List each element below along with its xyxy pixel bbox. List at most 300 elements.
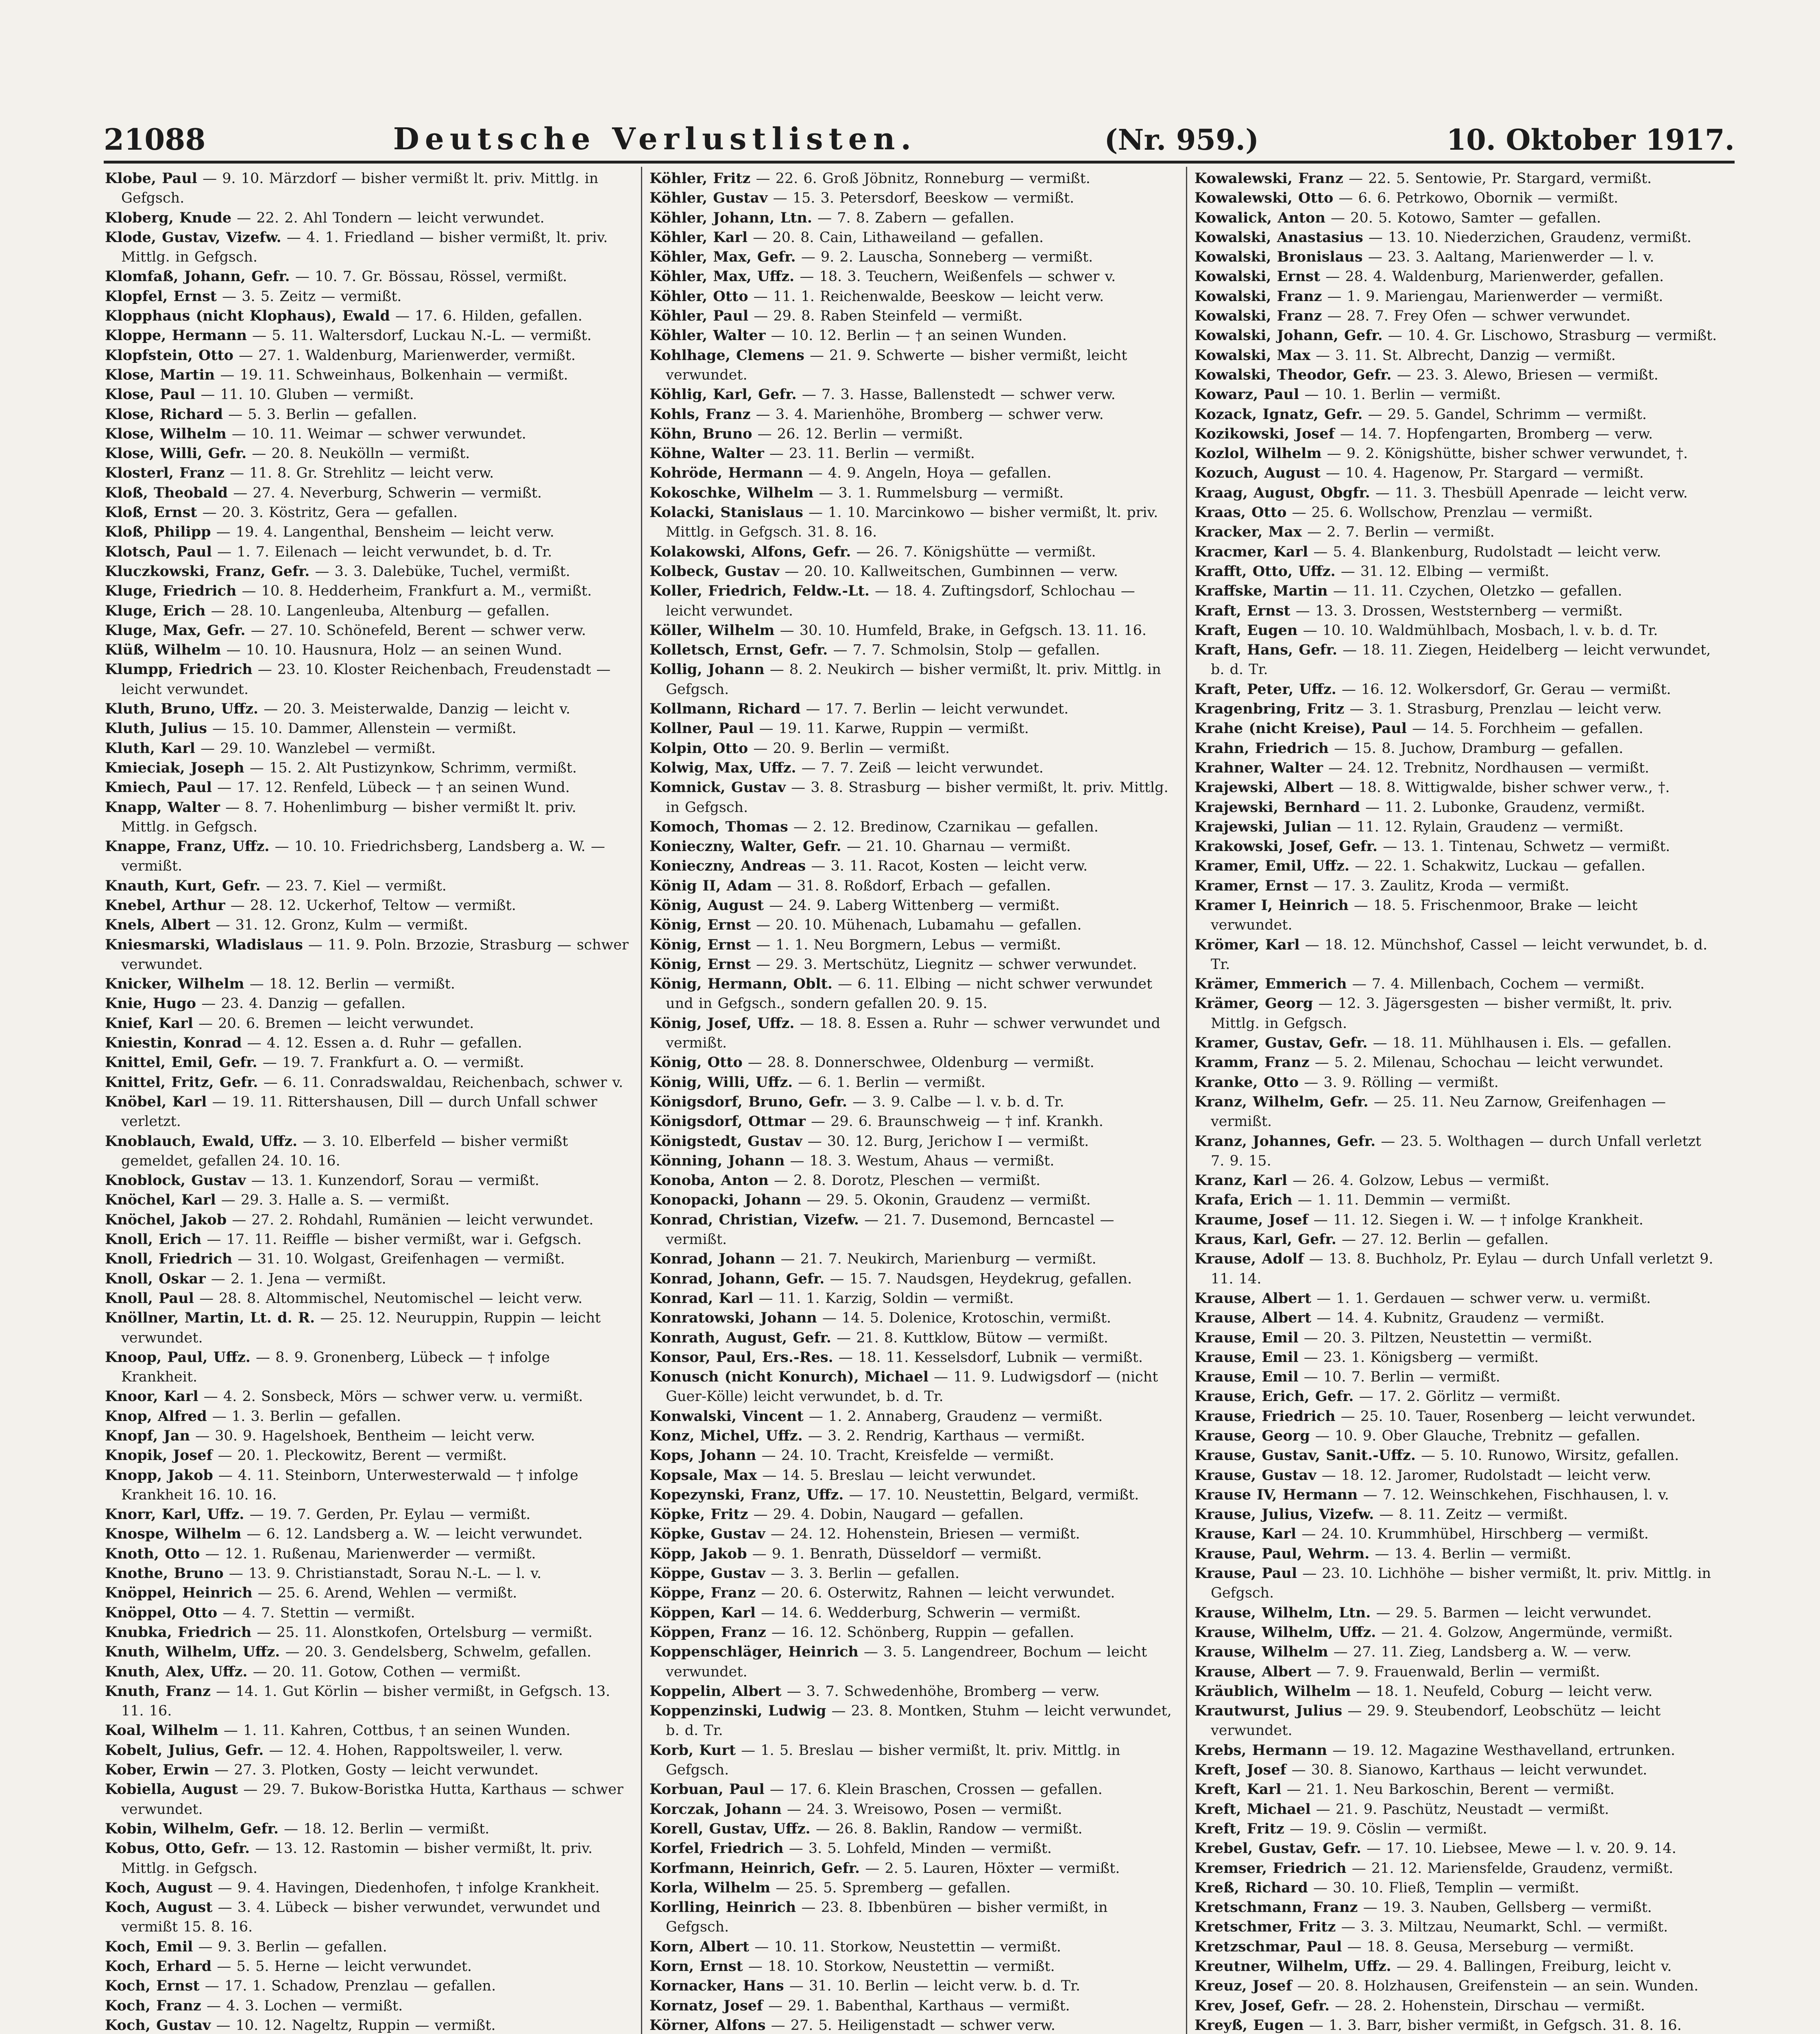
casualty-entry	[1194, 1308, 1719, 1328]
casualty-details: — 27. 3. Plotken, Gosty — leicht verwundet.	[214, 1762, 539, 1779]
casualty-details: — 23. 8. Ibbenbüren — bisher vermißt, in Gefgsch.	[666, 1899, 1108, 1936]
casualty-details: — 8. 11. Zeitz — vermißt.	[1379, 1506, 1568, 1523]
casualty-details: — 9. 4. Havingen, Diedenhofen, † infolge Krankheit.	[218, 1879, 600, 1896]
casualty-name: Knie, Hugo	[105, 995, 196, 1012]
casualty-entry	[650, 1073, 1174, 1092]
casualty-details: — 23. 8. Montken, Stuhm — leicht verwundet, b. d. Tr.	[666, 1703, 1172, 1739]
casualty-name: Krause, Albert	[1194, 1663, 1312, 1680]
casualty-entry	[1194, 640, 1719, 680]
casualty-entry	[1194, 719, 1719, 738]
casualty-entry	[1194, 1407, 1719, 1426]
casualty-name: Knebel, Arthur	[105, 897, 225, 914]
casualty-entry	[650, 660, 1174, 699]
casualty-name: Koppenschläger, Heinrich	[650, 1643, 859, 1661]
casualty-entry	[650, 503, 1174, 542]
casualty-entry	[105, 719, 630, 738]
casualty-name: Konieczny, Walter, Gefr.	[650, 838, 841, 855]
casualty-details: — 29. 5. Barmen — leicht verwundet.	[1376, 1604, 1652, 1621]
casualty-name: Klose, Willi, Gefr.	[105, 445, 247, 462]
casualty-name: Krautwurst, Julius	[1194, 1702, 1343, 1720]
casualty-entry	[1194, 542, 1719, 562]
casualty-entry	[1194, 306, 1719, 326]
casualty-entry	[650, 1092, 1174, 1112]
casualty-name: Konz, Michel, Uffz.	[650, 1427, 803, 1444]
casualty-details: — 2. 12. Bredinow, Czarnikau — gefallen.	[793, 818, 1099, 835]
casualty-details: — 31. 12. Gronz, Kulm — vermißt.	[216, 917, 468, 934]
casualty-entry	[105, 798, 630, 837]
casualty-name: Kobelt, Julius, Gefr.	[105, 1742, 264, 1759]
casualty-details: — 10. 4. Hagenow, Pr. Stargard — vermißt.	[1325, 465, 1644, 482]
casualty-entry	[650, 1819, 1174, 1839]
casualty-name: Klumpp, Friedrich	[105, 661, 253, 678]
casualty-name: Kowalski, Theodor, Gefr.	[1194, 366, 1392, 383]
casualty-entry	[105, 1662, 630, 1682]
casualty-details: — 28. 8. Donnerschwee, Oldenburg — vermißt.	[748, 1054, 1094, 1071]
casualty-details: — 18. 12. Berlin — vermißt.	[284, 1820, 490, 1837]
casualty-entry	[1194, 483, 1719, 503]
casualty-details: — 4. 3. Lochen — vermißt.	[206, 1997, 403, 2014]
casualty-details: — 8. 7. Hohenlimburg — bisher vermißt lt. priv. Mittlg. in Gefgsch.	[121, 799, 577, 835]
casualty-entry	[1194, 1819, 1719, 1839]
casualty-entry	[650, 1996, 1174, 2016]
casualty-entry	[105, 876, 630, 896]
casualty-name: Klotsch, Paul	[105, 543, 212, 560]
casualty-details: — 15. 7. Naudsgen, Heydekrug, gefallen.	[830, 1270, 1132, 1287]
casualty-entry	[105, 1033, 630, 1053]
casualty-name: Krämer, Georg	[1194, 995, 1313, 1012]
casualty-name: Köppen, Franz	[650, 1624, 766, 1641]
casualty-name: Kolwig, Max, Uffz.	[650, 759, 796, 776]
casualty-entry	[1194, 1937, 1719, 1957]
casualty-name: König, Ernst	[650, 936, 751, 953]
casualty-name: Klose, Richard	[105, 406, 223, 423]
casualty-entry	[1194, 1033, 1719, 1053]
casualty-entry	[105, 1210, 630, 1230]
casualty-name: Knoblock, Gustav	[105, 1172, 246, 1189]
casualty-entry	[1194, 1348, 1719, 1367]
casualty-details: — 14. 5. Dolenice, Krotoschin, vermißt.	[822, 1310, 1112, 1327]
casualty-details: — 10. 7. Gr. Bössau, Rössel, vermißt.	[295, 268, 567, 285]
casualty-name: Köhler, Gustav	[650, 190, 768, 207]
casualty-details: — 30. 10. Humfeld, Brake, in Gefgsch. 13. 11. 16.	[780, 622, 1147, 639]
casualty-details: — 26. 4. Golzow, Lebus — vermißt.	[1293, 1172, 1550, 1189]
casualty-name: Köhler, Fritz	[650, 170, 751, 187]
casualty-name: König, Hermann, Oblt.	[650, 976, 833, 993]
casualty-entry	[105, 1603, 630, 1623]
casualty-name: Konratowski, Johann	[650, 1309, 817, 1327]
casualty-entry	[105, 1249, 630, 1269]
casualty-entry	[1194, 1053, 1719, 1072]
casualty-details: — 13. 3. Drossen, Weststernberg — vermißt.	[1295, 602, 1623, 619]
casualty-entry	[1194, 837, 1719, 856]
casualty-details: — 4. 7. Stettin — vermißt.	[222, 1604, 415, 1621]
casualty-entry	[1194, 1682, 1719, 1701]
casualty-details: — 24. 10. Tracht, Kreisfelde — vermißt.	[761, 1447, 1054, 1464]
casualty-name: Krajewski, Julian	[1194, 818, 1332, 835]
casualty-name: Knubka, Friedrich	[105, 1624, 252, 1641]
casualty-details: — 29. 4. Ballingen, Freiburg, leicht v.	[1396, 1958, 1672, 1975]
casualty-details: — 15. 2. Alt Pustizynkow, Schrimm, vermißt.	[249, 759, 577, 776]
casualty-name: Kokoschke, Wilhelm	[650, 484, 814, 501]
casualty-name: Knuth, Franz	[105, 1683, 211, 1700]
casualty-details: — 17. 6. Hilden, gefallen.	[395, 308, 582, 325]
casualty-name: Krause, Georg	[1194, 1427, 1310, 1444]
casualty-entry	[1194, 1289, 1719, 1308]
casualty-name: Kluge, Max, Gefr.	[105, 622, 246, 639]
casualty-details: — 19. 11. Schweinhaus, Bolkenhain — vermißt.	[220, 367, 568, 383]
casualty-details: — 9. 3. Berlin — gefallen.	[198, 1938, 387, 1955]
casualty-entry	[105, 640, 630, 660]
casualty-details: — 25. 6. Wollschow, Prenzlau — vermißt.	[1292, 504, 1593, 521]
casualty-entry	[650, 1132, 1174, 1151]
casualty-entry	[105, 444, 630, 463]
casualty-entry	[1194, 1171, 1719, 1190]
casualty-entry	[650, 699, 1174, 719]
casualty-entry	[1194, 424, 1719, 444]
casualty-details: — 10. 12. Berlin — † an seinen Wunden.	[771, 327, 1067, 344]
casualty-details: — 29. 5. Okonin, Graudenz — vermißt.	[806, 1192, 1091, 1209]
casualty-details: — 24. 10. Krummhübel, Hirschberg — vermißt.	[1301, 1526, 1649, 1543]
casualty-name: Konoba, Anton	[650, 1172, 769, 1189]
casualty-name: Kreyß, Eugen	[1194, 2017, 1304, 2034]
casualty-details: — 7. 12. Weinschkehen, Fischhausen, l. v.	[1363, 1486, 1669, 1503]
casualty-details: — 3. 4. Marienhöhe, Bromberg — schwer verw.	[756, 406, 1104, 423]
casualty-details: — 19. 3. Nauben, Gellsberg — vermißt.	[1363, 1899, 1652, 1916]
casualty-name: Koch, Ernst	[105, 1977, 200, 1995]
casualty-name: Korla, Wilhelm	[650, 1879, 771, 1896]
casualty-entry	[105, 1976, 630, 1996]
casualty-details: — 23. 7. Kiel — vermißt.	[266, 877, 447, 894]
casualty-entry	[105, 503, 630, 522]
casualty-entry	[1194, 1701, 1719, 1741]
issue-date: 10. Oktober 1917.	[1446, 123, 1735, 157]
casualty-entry	[650, 1878, 1174, 1898]
casualty-entry	[1194, 1642, 1719, 1662]
casualty-entry	[650, 1642, 1174, 1682]
casualty-entry	[1194, 1132, 1719, 1171]
casualty-entry	[105, 1623, 630, 1642]
casualty-name: Kohröde, Hermann	[650, 465, 803, 482]
casualty-name: Kolpin, Otto	[650, 740, 748, 757]
casualty-entry	[1194, 1603, 1719, 1623]
casualty-entry	[1194, 1426, 1719, 1446]
casualty-details: — 4. 1. Friedland — bisher vermißt, lt. priv. Mittlg. in Gefgsch.	[121, 229, 608, 266]
casualty-entry	[1194, 1957, 1719, 1976]
casualty-entry	[650, 1308, 1174, 1328]
casualty-details: — 18. 8. Essen a. Ruhr — schwer verwundet und vermißt.	[666, 1015, 1161, 1052]
casualty-name: Knittel, Fritz, Gefr.	[105, 1074, 258, 1091]
casualty-entry	[650, 1466, 1174, 1485]
casualty-details: — 28. 7. Frey Ofen — schwer verwundet.	[1327, 308, 1630, 325]
casualty-name: Korfmann, Heinrich, Gefr.	[650, 1859, 860, 1877]
casualty-details: — 13. 1. Tintenau, Schwetz — vermißt.	[1383, 838, 1670, 855]
casualty-name: Kolacki, Stanislaus	[650, 504, 803, 521]
casualty-entry	[1194, 346, 1719, 365]
casualty-name: Korlling, Heinrich	[650, 1899, 796, 1916]
casualty-name: Kolbeck, Gustav	[650, 563, 780, 580]
casualty-name: Knoor, Karl	[105, 1388, 198, 1405]
casualty-details: — 19. 9. Cöslin — vermißt.	[1289, 1820, 1487, 1837]
casualty-details: — 20. 8. Neukölln — vermißt.	[252, 445, 470, 462]
casualty-entry	[650, 1426, 1174, 1446]
casualty-entry	[650, 621, 1174, 640]
casualty-entry	[650, 1053, 1174, 1072]
casualty-entry	[105, 1957, 630, 1976]
casualty-details: — 10. 8. Hedderheim, Frankfurt a. M., vermißt.	[242, 583, 592, 600]
casualty-name: Krahe (nicht Kreise), Paul	[1194, 720, 1407, 737]
casualty-entry	[105, 1053, 630, 1072]
casualty-name: Kopezynski, Franz, Uffz.	[650, 1486, 844, 1503]
casualty-details: — 1. 11. Kahren, Cottbus, † an seinen Wunden.	[223, 1722, 571, 1739]
casualty-details: — 12. 1. Rußenau, Marienwerder — vermißt.	[205, 1545, 536, 1562]
casualty-name: Köhler, Paul	[650, 308, 749, 325]
casualty-entry	[1194, 522, 1719, 542]
casualty-name: Komnick, Gustav	[650, 779, 786, 796]
casualty-entry	[650, 562, 1174, 581]
casualty-name: Krause, Wilhelm	[1194, 1643, 1328, 1661]
casualty-entry	[650, 778, 1174, 817]
casualty-name: Kowalick, Anton	[1194, 209, 1325, 226]
casualty-details: — 27. 1. Waldenburg, Marienwerder, vermißt.	[239, 347, 576, 364]
casualty-details: — 29. 7. Bukow-Boristka Hutta, Karthaus — schwer verwundet.	[121, 1781, 623, 1818]
casualty-entry	[650, 1171, 1174, 1190]
casualty-entry	[105, 346, 630, 365]
casualty-entry	[650, 817, 1174, 837]
casualty-details: — 3. 9. Rölling — vermißt.	[1304, 1074, 1499, 1091]
casualty-name: Knopf, Jan	[105, 1427, 190, 1444]
casualty-entry	[650, 739, 1174, 758]
casualty-entry	[650, 1249, 1174, 1269]
casualty-details: — 18. 11. Kesselsdorf, Lubnik — vermißt.	[838, 1349, 1143, 1366]
casualty-name: Kober, Erwin	[105, 1761, 209, 1779]
casualty-entry	[105, 1642, 630, 1662]
casualty-details: — 7. 8. Zabern — gefallen.	[817, 210, 1014, 226]
casualty-details: — 17. 10. Neustettin, Belgard, vermißt.	[849, 1486, 1139, 1503]
casualty-details: — 1. 10. Marcinkowo — bisher vermißt, lt. priv. Mittlg. in Gefgsch. 31. 8. 16.	[666, 504, 1158, 541]
casualty-details: — 13. 12. Rastomin — bisher vermißt, lt. priv. Mittlg. in Gefgsch.	[121, 1840, 593, 1877]
casualty-entry	[650, 1741, 1174, 1780]
casualty-name: Koch, Emil	[105, 1938, 193, 1955]
casualty-details: — 29. 3. Halle a. S. — vermißt.	[221, 1192, 450, 1209]
casualty-entry	[650, 896, 1174, 915]
casualty-details: — 26. 12. Berlin — vermißt.	[757, 426, 963, 442]
casualty-name: Kohlhage, Clemens	[650, 347, 804, 364]
casualty-details: — 23. 3. Aaltang, Marienwerder — l. v.	[1368, 249, 1654, 266]
casualty-name: Kloberg, Knude	[105, 209, 232, 226]
casualty-entry	[105, 1741, 630, 1760]
casualty-details: — 20. 6. Bremen — leicht verwundet.	[198, 1015, 474, 1032]
casualty-details: — 3. 8. Strasburg — bisher vermißt, lt. priv. Mittlg. in Gefgsch.	[666, 779, 1168, 816]
casualty-name: Knöchel, Jakob	[105, 1211, 227, 1228]
casualty-entry	[650, 974, 1174, 1014]
casualty-details: — 3. 5. Langendreer, Bochum — leicht verwundet.	[666, 1644, 1147, 1680]
casualty-name: Klomfaß, Johann, Gefr.	[105, 268, 290, 285]
casualty-entry	[1194, 1505, 1719, 1524]
casualty-name: Konrad, Christian, Vizefw.	[650, 1211, 859, 1228]
casualty-details: — 5. 10. Runowo, Wirsitz, gefallen.	[1421, 1447, 1679, 1464]
casualty-entry	[1194, 1466, 1719, 1485]
casualty-name: Kretzschmar, Paul	[1194, 1938, 1342, 1955]
casualty-entry	[1194, 228, 1719, 247]
casualty-entry	[1194, 463, 1719, 483]
casualty-name: Knospe, Wilhelm	[105, 1526, 242, 1543]
casualty-entry	[650, 424, 1174, 444]
casualty-entry	[1194, 680, 1719, 699]
casualty-entry	[105, 1682, 630, 1721]
casualty-details: — 30. 10. Fließ, Templin — vermißt.	[1313, 1879, 1579, 1896]
casualty-name: Kreft, Fritz	[1194, 1820, 1284, 1837]
casualty-details: — 23. 5. Wolthagen — durch Unfall verletzt 7. 9. 15.	[1211, 1133, 1701, 1169]
casualty-details: — 14. 4. Kubnitz, Graudenz — vermißt.	[1317, 1310, 1605, 1327]
casualty-details: — 17. 6. Klein Braschen, Crossen — gefallen.	[769, 1781, 1103, 1798]
publication-title: Deutsche Verlustlisten.	[393, 122, 917, 157]
casualty-details: — 10. 10. Friedrichsberg, Landsberg a. W. — vermißt.	[121, 838, 605, 875]
casualty-name: Klode, Gustav, Vizefw.	[105, 229, 281, 246]
casualty-name: Krause, Gustav	[1194, 1467, 1317, 1484]
casualty-name: Kmiech, Paul	[105, 779, 212, 796]
casualty-details: — 1. 2. Annaberg, Graudenz — vermißt.	[809, 1408, 1103, 1425]
casualty-details: — 24. 12. Trebnitz, Nordhausen — vermißt.	[1328, 759, 1650, 776]
casualty-name: Korell, Gustav, Uffz.	[650, 1820, 811, 1837]
casualty-name: Koal, Wilhelm	[105, 1722, 218, 1739]
casualty-details: — 5. 4. Blankenburg, Rudolstadt — leicht verw.	[1313, 543, 1661, 560]
casualty-details: — 9. 2. Königshütte, bisher schwer verwundet, †.	[1327, 445, 1688, 462]
casualty-details: — 18. 1. Neufeld, Coburg — leicht verw.	[1356, 1683, 1653, 1700]
casualty-details: — 19. 11. Karwe, Ruppin — vermißt.	[759, 720, 1029, 737]
casualty-entry	[105, 837, 630, 876]
casualty-entry	[105, 385, 630, 404]
casualty-entry	[650, 1800, 1174, 1819]
casualty-entry	[105, 660, 630, 699]
page-header	[104, 120, 1735, 157]
casualty-entry	[105, 994, 630, 1013]
casualty-name: Köppe, Gustav	[650, 1565, 765, 1582]
casualty-entry	[105, 935, 630, 975]
casualty-entry	[105, 896, 630, 915]
casualty-details: — 3. 1. Rummelsburg — vermißt.	[819, 484, 1064, 501]
casualty-name: Konrath, August, Gefr.	[650, 1329, 831, 1346]
casualty-entry	[650, 1151, 1174, 1171]
casualty-name: Knorr, Karl, Uffz.	[105, 1506, 244, 1523]
casualty-details: — 27. 12. Berlin — gefallen.	[1342, 1231, 1549, 1248]
casualty-entry	[650, 1485, 1174, 1505]
casualty-details: — 20. 8. Holzhausen, Greifenstein — an sein. Wunden.	[1297, 1978, 1699, 1995]
casualty-details: — 23. 10. Lichhöhe — bisher vermißt, lt. priv. Mittlg. in Gefgsch.	[1211, 1565, 1711, 1602]
casualty-name: Kniesmarski, Wladislaus	[105, 936, 303, 953]
casualty-entry	[1194, 1524, 1719, 1544]
casualty-details: — 21. 1. Neu Barkoschin, Berent — vermißt.	[1286, 1781, 1615, 1798]
casualty-details: — 26. 7. Königshütte — vermißt.	[856, 543, 1096, 560]
casualty-details: — 25. 11. Neu Zarnow, Greifenhagen — vermißt.	[1211, 1093, 1666, 1130]
casualty-details: — 14. 7. Hopfengarten, Bromberg — verw.	[1340, 426, 1653, 442]
casualty-entry	[105, 1760, 630, 1780]
casualty-details: — 19. 4. Langenthal, Bensheim — leicht verw.	[216, 524, 554, 541]
casualty-entry	[105, 1544, 630, 1564]
casualty-name: Krebs, Hermann	[1194, 1742, 1327, 1759]
casualty-name: Kolletsch, Ernst, Gefr.	[650, 642, 828, 659]
casualty-name: Kniestin, Konrad	[105, 1034, 242, 1052]
casualty-entry	[650, 1682, 1174, 1701]
casualty-name: Kozlol, Wilhelm	[1194, 445, 1322, 462]
casualty-details: — 4. 12. Essen a. d. Ruhr — gefallen.	[247, 1035, 522, 1052]
casualty-details: — 18. 10. Storkow, Neustettin — vermißt.	[748, 1958, 1055, 1975]
casualty-name: Knopik, Josef	[105, 1447, 213, 1464]
casualty-name: Kluge, Friedrich	[105, 583, 237, 600]
casualty-entry	[1194, 1190, 1719, 1210]
casualty-entry	[650, 1859, 1174, 1878]
casualty-entry	[650, 267, 1174, 286]
casualty-entry	[650, 1112, 1174, 1131]
casualty-details: — 10. 11. Storkow, Neustettin — vermißt.	[754, 1938, 1061, 1955]
casualty-name: Kranz, Karl	[1194, 1172, 1288, 1189]
casualty-entry	[650, 1210, 1174, 1250]
casualty-entry	[1194, 778, 1719, 797]
casualty-details: — 4. 2. Sonsbeck, Mörs — schwer verw. u. vermißt.	[203, 1388, 583, 1405]
casualty-entry	[1194, 1996, 1719, 2016]
casualty-entry	[650, 1190, 1174, 1210]
casualty-name: Königstedt, Gustav	[650, 1133, 802, 1150]
casualty-entry	[1194, 188, 1719, 208]
casualty-name: Komoch, Thomas	[650, 818, 788, 835]
casualty-details: — 18. 12. Jaromer, Rudolstadt — leicht verw.	[1321, 1467, 1651, 1484]
casualty-name: Konsor, Paul, Ers.-Res.	[650, 1349, 833, 1366]
casualty-name: Köppe, Franz	[650, 1584, 756, 1602]
casualty-name: Krafa, Erich	[1194, 1192, 1293, 1209]
casualty-details: — 10. 7. Berlin — vermißt.	[1303, 1369, 1500, 1386]
casualty-entry	[1194, 169, 1719, 188]
casualty-details: — 10. 11. Weimar — schwer verwundet.	[231, 426, 526, 442]
casualty-details: — 6. 1. Berlin — vermißt.	[798, 1074, 985, 1091]
casualty-details: — 19. 12. Magazine Westhavelland, ertrunken.	[1332, 1742, 1676, 1759]
casualty-name: Köller, Wilhelm	[650, 622, 775, 639]
casualty-entry	[650, 1780, 1174, 1799]
casualty-entry	[1194, 503, 1719, 522]
casualty-name: Knittel, Emil, Gefr.	[105, 1054, 257, 1071]
casualty-entry	[650, 876, 1174, 896]
casualty-entry	[650, 1544, 1174, 1564]
casualty-entry	[105, 1839, 630, 1878]
casualty-name: Kollmann, Richard	[650, 701, 801, 718]
casualty-entry	[1194, 621, 1719, 640]
casualty-name: Köhlig, Karl, Gefr.	[650, 386, 797, 403]
casualty-name: Kraffske, Martin	[1194, 583, 1328, 600]
casualty-name: Koch, August	[105, 1879, 213, 1896]
casualty-name: Kraas, Otto	[1194, 504, 1287, 521]
casualty-entry	[1194, 1917, 1719, 1937]
casualty-entry	[105, 326, 630, 345]
casualty-details: — 1. 7. Eilenach — leicht verwundet, b. d. Tr.	[217, 543, 552, 560]
casualty-name: Klosterl, Franz	[105, 465, 225, 482]
casualty-entry	[1194, 817, 1719, 837]
casualty-name: Kollig, Johann	[650, 661, 765, 678]
casualty-details: — 3. 1. Strasburg, Prenzlau — leicht verw.	[1349, 701, 1662, 718]
casualty-entry	[1194, 994, 1719, 1033]
casualty-details: — 18. 11. Mühlhausen i. Els. — gefallen.	[1373, 1035, 1672, 1052]
casualty-details: — 17. 7. Berlin — leicht verwundet.	[806, 701, 1069, 718]
casualty-entry	[105, 208, 630, 228]
casualty-details: — 11. 1. Karzig, Soldin — vermißt.	[759, 1290, 1014, 1307]
casualty-details: — 23. 3. Alewo, Briesen — vermißt.	[1397, 367, 1659, 383]
casualty-entry	[650, 2016, 1174, 2034]
casualty-details: — 11. 1. Reichenwalde, Beeskow — leicht verw.	[753, 288, 1104, 305]
casualty-name: Kreft, Michael	[1194, 1800, 1311, 1818]
casualty-details: — 25. 6. Arend, Wehlen — vermißt.	[257, 1585, 517, 1602]
casualty-name: Krajewski, Bernhard	[1194, 799, 1360, 816]
casualty-details: — 21. 7. Dusemond, Berncastel — vermißt.	[666, 1211, 1114, 1248]
casualty-name: Konieczny, Andreas	[650, 858, 806, 875]
casualty-details: — 1. 1. Gerdauen — schwer verw. u. vermißt.	[1317, 1290, 1651, 1307]
casualty-entry	[650, 837, 1174, 856]
